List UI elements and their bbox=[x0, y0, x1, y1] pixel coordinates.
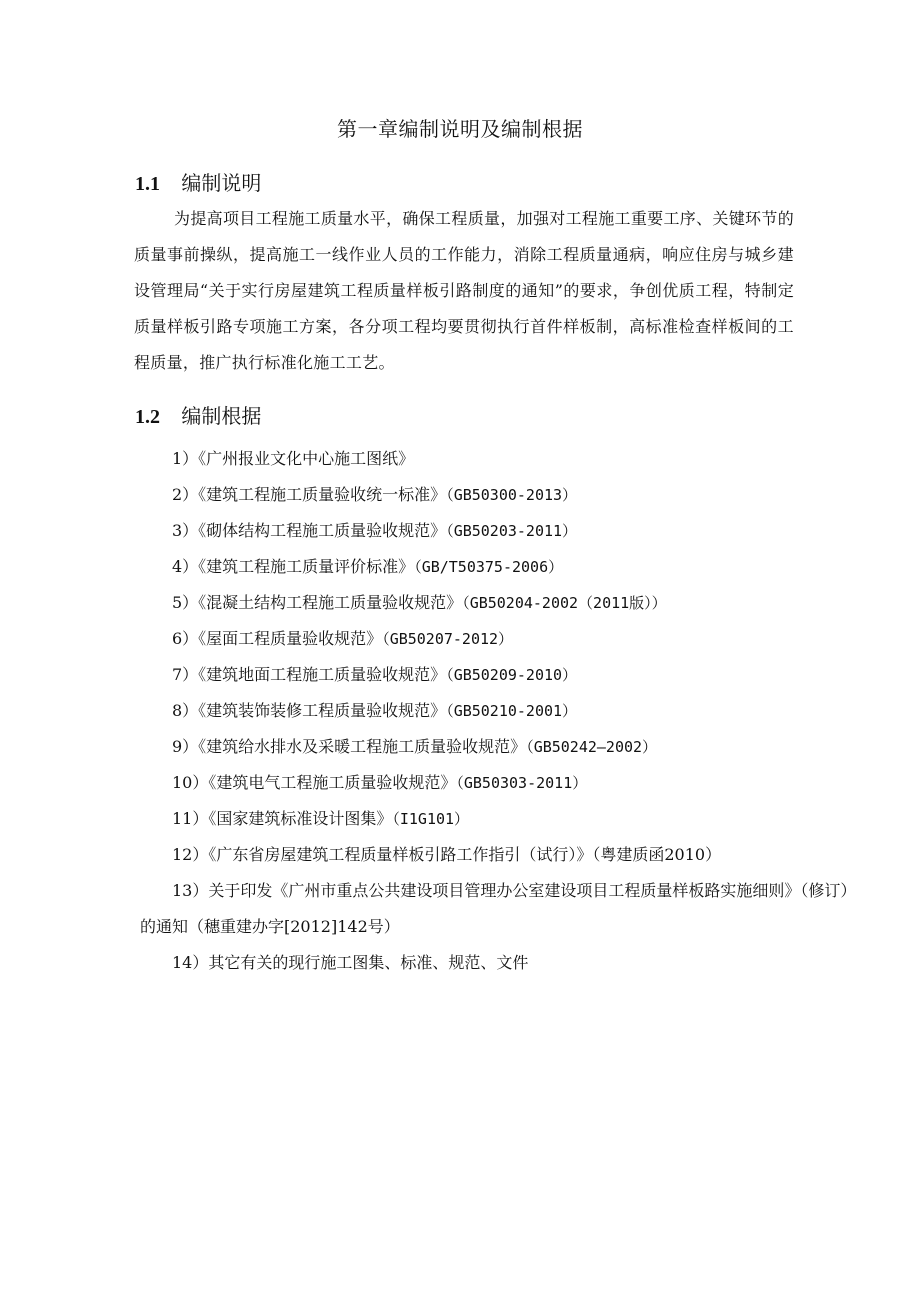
standard-code: （GB50204-2002（2011版）） bbox=[462, 594, 667, 612]
section-title: 编制说明 bbox=[181, 171, 262, 195]
chapter-title: 第一章编制说明及编制根据 bbox=[337, 117, 583, 141]
reference-title: 9）《建筑给水排水及采暖工程施工质量验收规范》 bbox=[172, 737, 527, 756]
list-item bbox=[140, 693, 860, 729]
list-item bbox=[140, 801, 860, 837]
list-item bbox=[140, 549, 860, 585]
list-item bbox=[140, 441, 860, 477]
standard-code: （GB50207-2012） bbox=[382, 630, 514, 648]
reference-title: 13）关于印发《广州市重点公共建设项目管理办公室建设项目工程质量样板路实施细则》（修订）的通知（穗重建办字[2012]142号） bbox=[140, 881, 857, 936]
standard-code: （I1G101） bbox=[392, 810, 470, 828]
reference-title: 6）《屋面工程质量验收规范》 bbox=[172, 629, 383, 648]
reference-title: 1）《广州报业文化中心施工图纸》 bbox=[172, 449, 415, 468]
reference-title: 14）其它有关的现行施工图集、标准、规范、文件 bbox=[172, 953, 529, 972]
reference-title: 5）《混凝土结构工程施工质量验收规范》 bbox=[172, 593, 463, 612]
list-item bbox=[140, 837, 860, 873]
list-item bbox=[140, 585, 860, 621]
reference-title: 11）《国家建筑标准设计图集》 bbox=[172, 809, 393, 828]
reference-title: 4）《建筑工程施工质量评价标准》 bbox=[172, 557, 415, 576]
compilation-description-paragraph: 为提高项目工程施工质量水平，确保工程质量，加强对工程施工重要工序、关键环节的质量事前操纵，提高施工一线作业人员的工作能力，消除工程质量通病，响应住房与城乡建设管理局“关于实行房屋建筑工程质量样板引路制度的通知”的要求，争创优质工程，特制定质量样板引路专项施工方案，各分项工程均要贯彻执行首件样板制，高标准检查样板间的工程质量，推广执行标准化施工工艺。 bbox=[134, 209, 794, 372]
reference-title: 3）《砌体结构工程施工质量验收规范》 bbox=[172, 521, 447, 540]
list-item bbox=[140, 513, 860, 549]
standard-code: （GB50209-2010） bbox=[446, 666, 578, 684]
standard-code: （GB50203-2011） bbox=[446, 522, 578, 540]
standard-code: （GB50300-2013） bbox=[446, 486, 578, 504]
section-heading-1-1 bbox=[135, 168, 261, 199]
list-item bbox=[140, 729, 860, 765]
standard-code: （GB50303-2011） bbox=[456, 774, 588, 792]
standard-code: （GB/T50375-2006） bbox=[414, 558, 564, 576]
section-number: 1.1 bbox=[135, 173, 160, 195]
reference-title: 7）《建筑地面工程施工质量验收规范》 bbox=[172, 665, 447, 684]
standard-code: （GB50242—2002） bbox=[526, 738, 658, 756]
section-title: 编制根据 bbox=[181, 404, 262, 428]
list-item bbox=[140, 621, 860, 657]
standard-code: （GB50210-2001） bbox=[446, 702, 578, 720]
reference-list bbox=[140, 441, 860, 981]
list-item bbox=[140, 945, 860, 981]
section-heading-1-2 bbox=[135, 401, 261, 432]
list-item bbox=[140, 477, 860, 513]
section-number: 1.2 bbox=[135, 406, 160, 428]
reference-title: 12）《广东省房屋建筑工程质量样板引路工作指引（试行）》（粤建质函2010） bbox=[172, 845, 722, 864]
list-item bbox=[140, 873, 860, 945]
reference-title: 2）《建筑工程施工质量验收统一标准》 bbox=[172, 485, 447, 504]
list-item bbox=[140, 765, 860, 801]
reference-title: 8）《建筑装饰装修工程质量验收规范》 bbox=[172, 701, 447, 720]
reference-title: 10）《建筑电气工程施工质量验收规范》 bbox=[172, 773, 457, 792]
list-item bbox=[140, 657, 860, 693]
